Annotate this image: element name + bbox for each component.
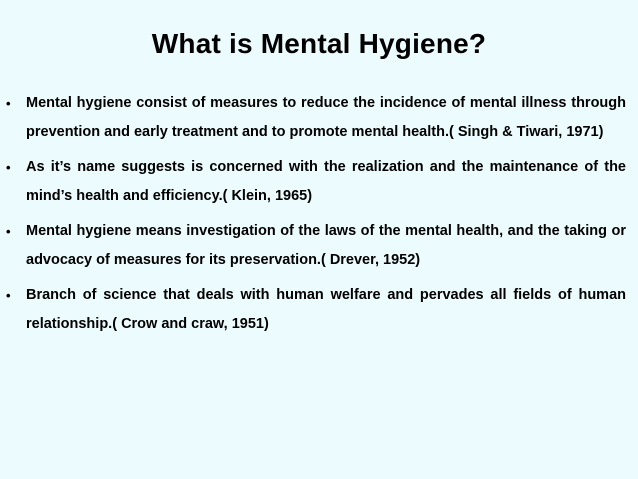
bullet-item: [0, 89, 638, 147]
bullet-dot-icon: •: [6, 288, 11, 303]
bullet-list: [0, 89, 638, 345]
bullet-dot-icon: •: [6, 96, 11, 111]
bullet-text: Mental hygiene consist of measures to reduce the incidence of mental illness through prevention and early treatment and to promote mental health.( Singh & Tiwari, 1971): [26, 95, 626, 140]
bullet-item: [0, 281, 638, 339]
slide-title: What is Mental Hygiene?: [151, 28, 487, 59]
bullet-item: [0, 217, 638, 275]
bullet-text: Branch of science that deals with human welfare and pervades all fields of human relationship.( Crow and craw, 1951): [26, 287, 626, 332]
bullet-dot-icon: •: [6, 160, 11, 175]
bullet-text: As it’s name suggests is concerned with the realization and the maintenance of the mind’s health and efficiency.( Klein, 1965): [26, 159, 626, 204]
bullet-text: Mental hygiene means investigation of the laws of the mental health, and the taking or advocacy of measures for its preservation.( Drever, 1952): [26, 223, 626, 268]
bullet-dot-icon: •: [6, 224, 11, 239]
bullet-item: [0, 153, 638, 211]
